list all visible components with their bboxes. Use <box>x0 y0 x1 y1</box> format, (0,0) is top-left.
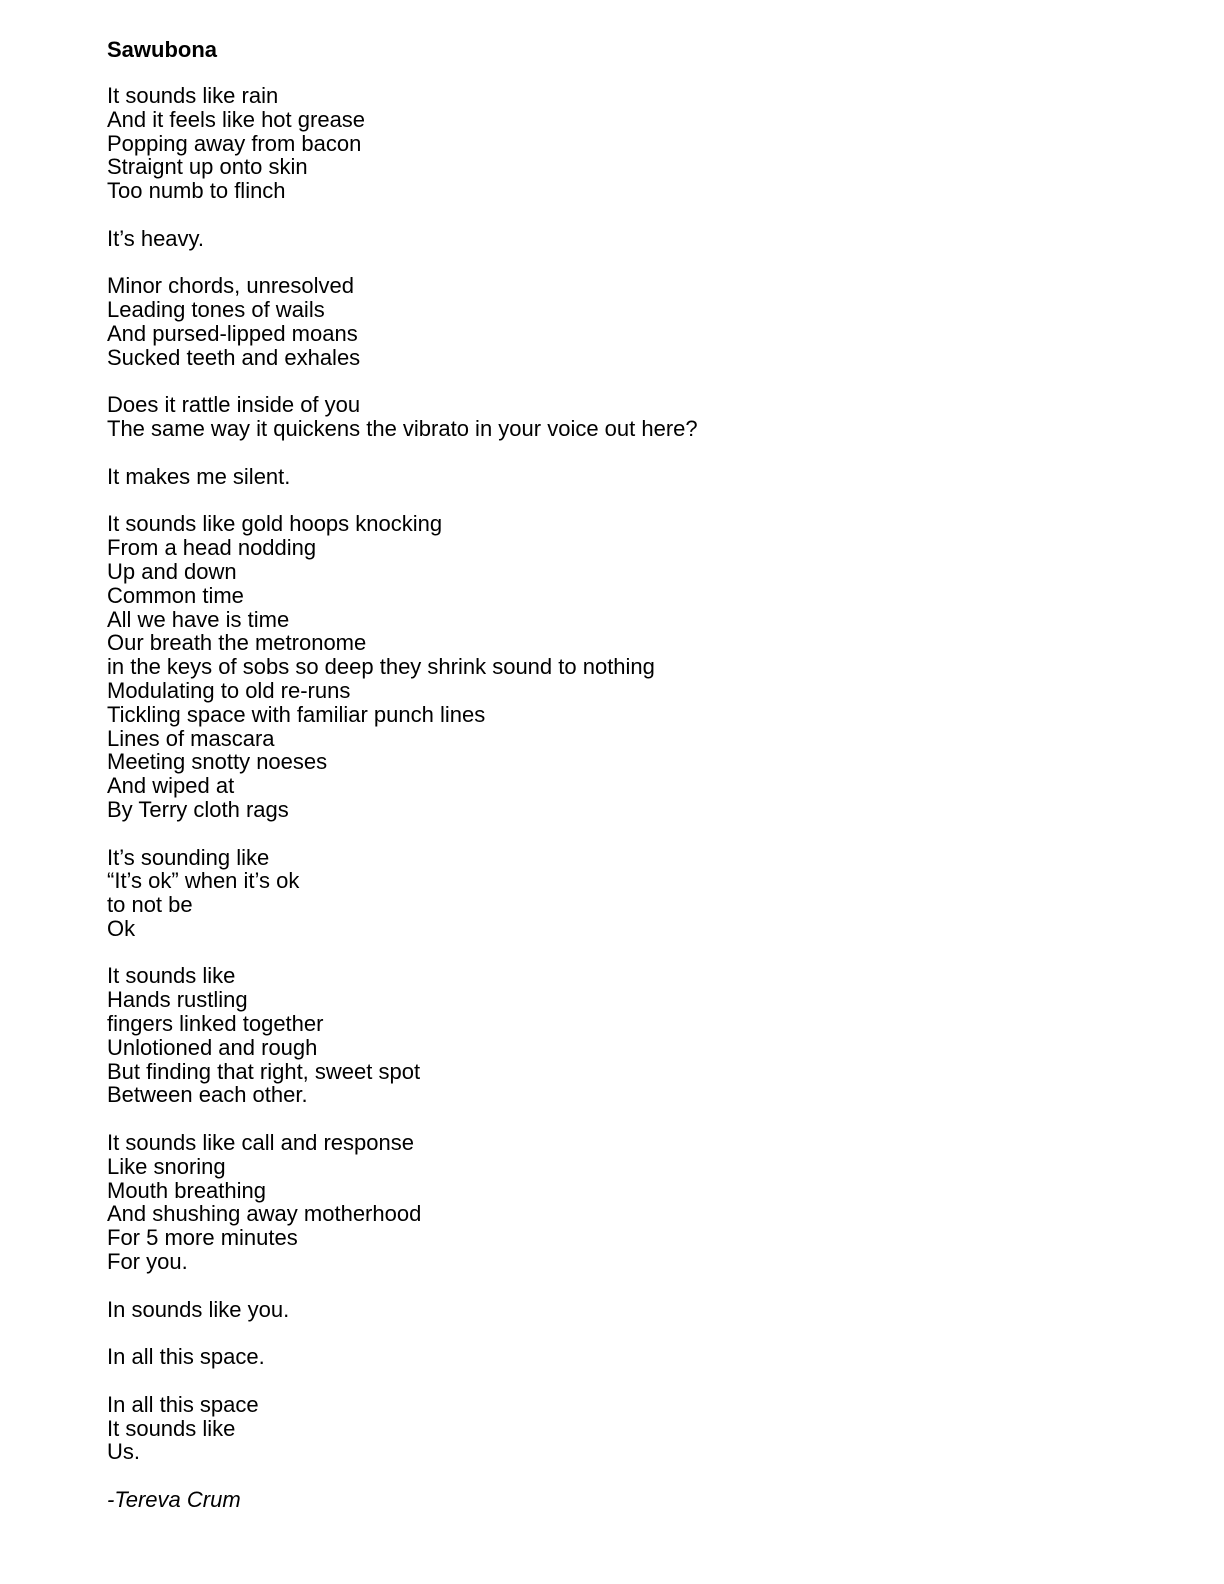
poem-line: Us. <box>107 1439 140 1465</box>
poem-line: Ok <box>107 915 136 941</box>
poem-line: Popping away from bacon <box>107 130 362 156</box>
poem-line: And pursed-lipped moans <box>107 320 358 346</box>
poem-line: Too numb to flinch <box>107 178 286 204</box>
poem-line: The same way it quickens the vibrato in your voice out here? <box>107 416 698 442</box>
stanza <box>107 274 1164 369</box>
poem-line: fingers linked together <box>107 1011 324 1037</box>
poem-line: Does it rattle inside of you <box>107 392 361 418</box>
poem-line: Common time <box>107 582 244 608</box>
poem-line: Minor chords, unresolved <box>107 273 355 299</box>
stanza <box>107 1298 1164 1322</box>
poem-line: For you. <box>107 1249 188 1275</box>
poem-line: It sounds like gold hoops knocking <box>107 511 443 537</box>
poem-line: Mouth breathing <box>107 1177 266 1203</box>
poem-line: It’s heavy. <box>107 225 205 251</box>
poem-line: All we have is time <box>107 606 290 632</box>
poem-line: But finding that right, sweet spot <box>107 1058 421 1084</box>
poem-line: Between each other. <box>107 1082 308 1108</box>
poem-line: It makes me silent. <box>107 463 291 489</box>
author-signature: -Tereva Crum <box>107 1487 241 1513</box>
poem-line: “It’s ok” when it’s ok <box>107 868 300 894</box>
poem-line: Our breath the metronome <box>107 630 367 656</box>
stanza <box>107 964 1164 1107</box>
poem-line: By Terry cloth rags <box>107 796 289 822</box>
poem-line: Straignt up onto skin <box>107 154 308 180</box>
poem-line: For 5 more minutes <box>107 1225 298 1251</box>
poem-line: And it feels like hot grease <box>107 106 366 132</box>
poem-line: And shushing away motherhood <box>107 1201 422 1227</box>
stanza <box>107 393 1164 441</box>
poem-line: In sounds like you. <box>107 1296 290 1322</box>
poem-line: It sounds like <box>107 963 236 989</box>
poem-line: in the keys of sobs so deep they shrink sound to nothing <box>107 654 655 680</box>
poem-line: It sounds like <box>107 1415 236 1441</box>
poem-line: And wiped at <box>107 773 235 799</box>
poem-line: It’s sounding like <box>107 844 270 870</box>
poem-line: Sucked teeth and exhales <box>107 344 361 370</box>
poem-line: Tickling space with familiar punch lines <box>107 701 486 727</box>
poem-document <box>107 36 1164 1512</box>
poem-line: In all this space <box>107 1391 259 1417</box>
poem-line: to not be <box>107 892 193 918</box>
poem-line: Meeting snotty noeses <box>107 749 328 775</box>
poem-line: From a head nodding <box>107 535 317 561</box>
stanza <box>107 846 1164 941</box>
poem-line: Leading tones of wails <box>107 297 325 323</box>
poem-line: It sounds like call and response <box>107 1130 414 1156</box>
stanza <box>107 1131 1164 1274</box>
stanza <box>107 84 1164 203</box>
stanza <box>107 1345 1164 1369</box>
poem-title: Sawubona <box>107 37 218 62</box>
poem-line: Like snoring <box>107 1153 226 1179</box>
poem-body <box>107 84 1164 1464</box>
poem-line: Up and down <box>107 558 237 584</box>
poem-line: It sounds like rain <box>107 83 279 108</box>
poem-line: Lines of mascara <box>107 725 275 751</box>
stanza <box>107 1393 1164 1464</box>
poem-line: In all this space. <box>107 1344 265 1370</box>
stanza <box>107 512 1164 821</box>
stanza <box>107 227 1164 251</box>
poem-line: Hands rustling <box>107 987 248 1013</box>
poem-line: Modulating to old re-runs <box>107 677 351 703</box>
stanza <box>107 465 1164 489</box>
poem-line: Unlotioned and rough <box>107 1034 318 1060</box>
